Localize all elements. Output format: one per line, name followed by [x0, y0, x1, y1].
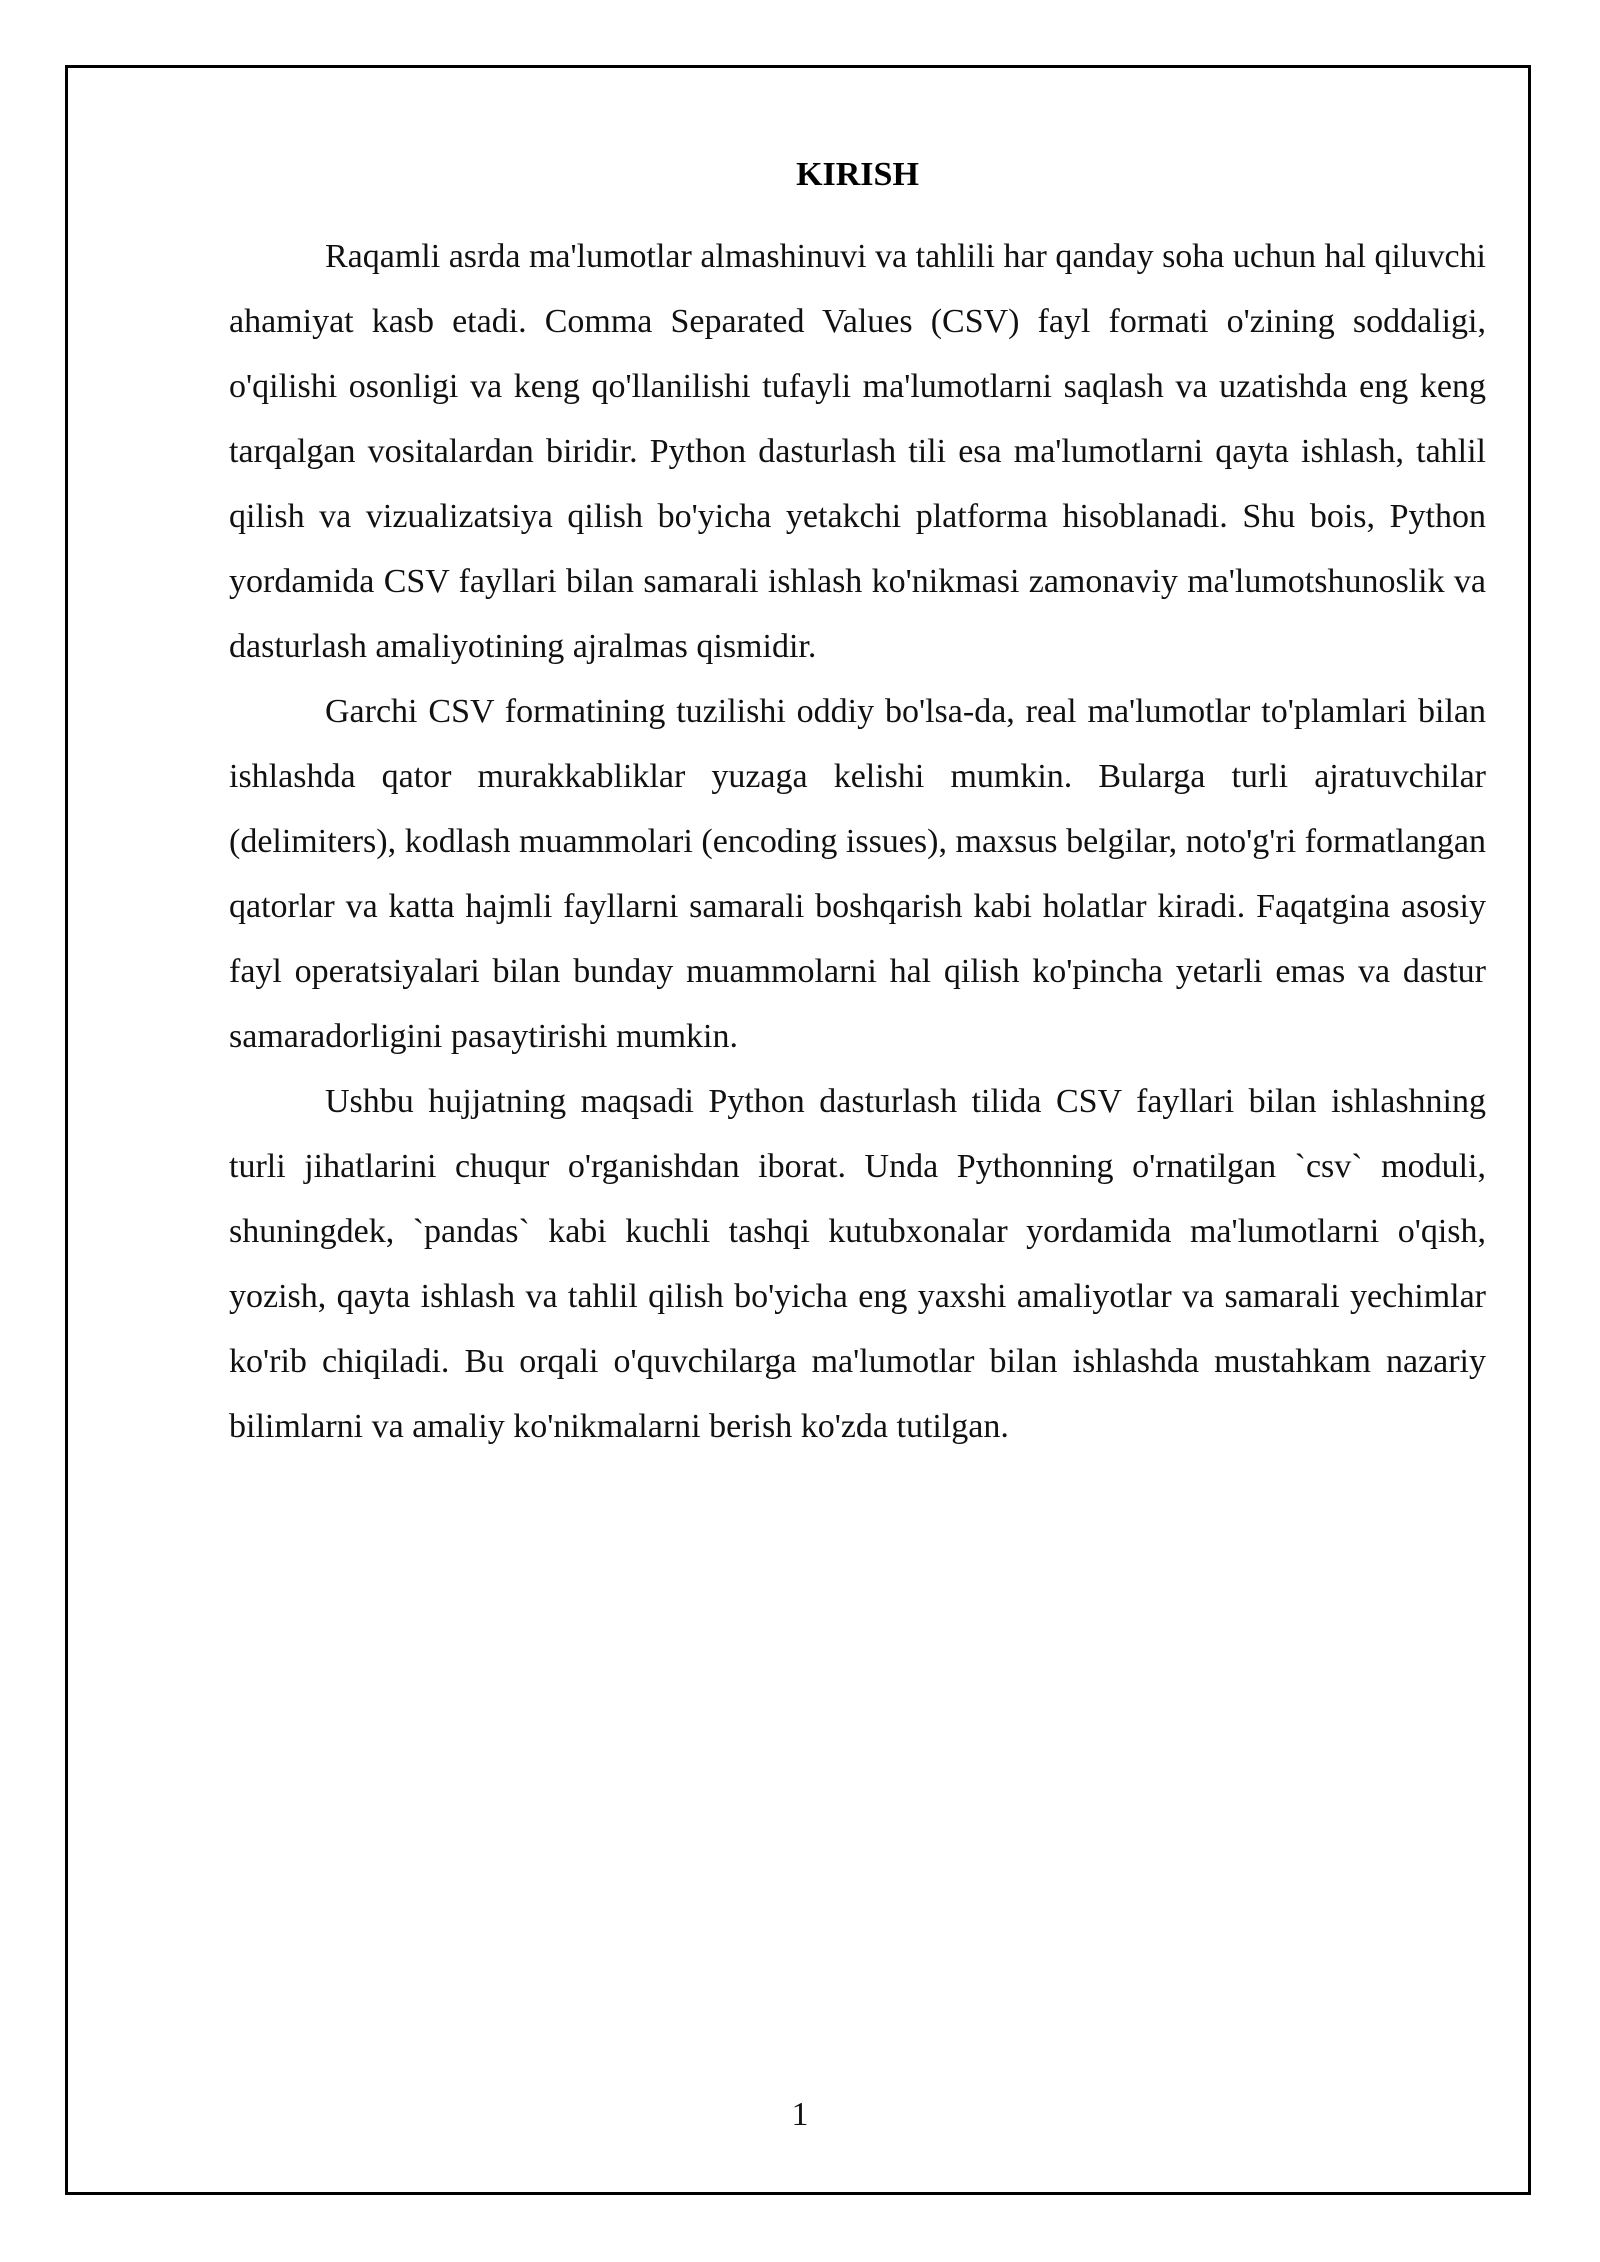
paragraph-challenges: Garchi CSV formatining tuzilishi oddiy bo'lsa-da, real ma'lumotlar to'plamlari bilan ishlashda qator murakkabliklar yuzaga kelishi mumkin. Bularga turli ajratuvchilar (delimiters), kodlash muammolari (encoding issues), maxsus belgilar, noto'g'ri formatlangan qatorlar va katta hajmli fayllarni samarali boshqarish kabi holatlar kiradi. Faqatgina asosiy fayl operatsiyalari bilan bunday muammolarni hal qilish ko'pincha yetarli emas va dastur samaradorligini pasaytirishi mumkin. [229, 693, 1486, 1055]
paragraph-purpose: Ushbu hujjatning maqsadi Python dasturlash tilida CSV fayllari bilan ishlashning turli jihatlarini chuqur o'rganishdan iborat. Unda Pythonning o'rnatilgan `csv` moduli, shuningdek, `pandas` kabi kuchli tashqi kutubxonalar yordamida ma'lumotlarni o'qish, yozish, qayta ishlash va tahlil qilish bo'yicha eng yaxshi amaliyotlar va samarali yechimlar ko'rib chiqiladi. Bu orqali o'quvchilarga ma'lumotlar bilan ishlashda mustahkam nazariy bilimlarni va amaliy ko'nikmalarni berish ko'zda tutilgan. [229, 1083, 1486, 1445]
document-body [229, 148, 1486, 1459]
paragraph-intro: Raqamli asrda ma'lumotlar almashinuvi va tahlili har qanday soha uchun hal qiluvchi ahamiyat kasb etadi. Comma Separated Values (CSV) fayl formati o'zining soddaligi, o'qilishi osonligi va keng qo'llanilishi tufayli ma'lumotlarni saqlash va uzatishda eng keng tarqalgan vositalardan biridir. Python dasturlash tili esa ma'lumotlarni qayta ishlash, tahlil qilish va vizualizatsiya qilish bo'yicha yetakchi platforma hisoblanadi. Shu bois, Python yordamida CSV fayllari bilan samarali ishlash ko'nikmasi zamonaviy ma'lumotshunoslik va dasturlash amaliyotining ajralmas qismidir. [229, 238, 1486, 665]
page-number: 1 [791, 2096, 809, 2133]
page-title: KIRISH [796, 156, 919, 193]
